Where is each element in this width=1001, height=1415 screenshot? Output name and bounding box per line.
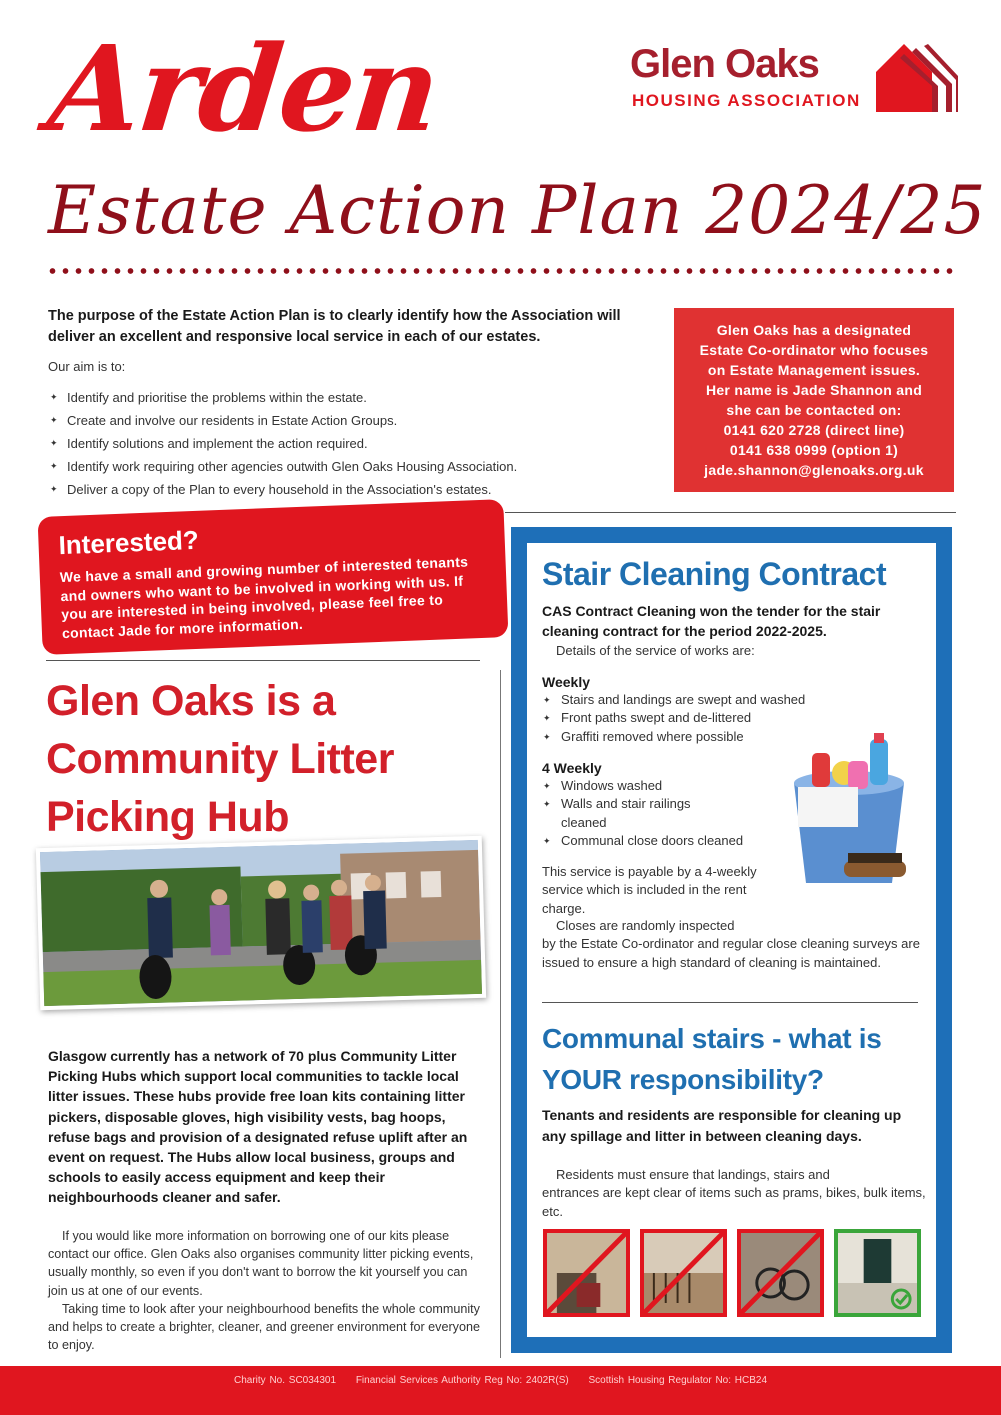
contact-phone-direct: 0141 620 2728 (direct line) — [723, 422, 905, 438]
footer-bar — [0, 1366, 1001, 1415]
litter-picking-photo — [36, 836, 486, 1010]
four-weekly-heading: 4 Weekly — [542, 760, 602, 776]
interested-box — [38, 499, 509, 655]
aim-label: Our aim is to: — [48, 359, 126, 374]
inspection-line: by the Estate Co-ordinator and regular close cleaning surveys are issued to ensure a high standard of cleaning is maintained. — [542, 936, 920, 970]
four-weekly-list — [542, 777, 772, 850]
blocked-stair-photo — [737, 1229, 824, 1317]
list-item: ✦ Identify work requiring other agencies outwith Glen Oaks Housing Association. — [48, 455, 648, 478]
column-divider — [500, 670, 501, 1358]
hub-paragraph: If you would like more information on borrowing one of our kits please contact our office. Glen Oaks also organises community litter picking events, usually monthly, so even if you don't want to borrow the kit yourself you can join us at one of our events. — [48, 1229, 474, 1298]
communal-line: Residents must ensure that landings, stairs and — [556, 1167, 830, 1182]
stair-cleaning-title: Stair Cleaning Contract — [542, 556, 887, 592]
house-icon — [876, 44, 958, 112]
charity-number: Charity No. SC034301 — [233, 1375, 337, 1386]
contact-line: Glen Oaks has a designated — [716, 322, 912, 338]
list-item: ✦ Graffiti removed where possible — [542, 728, 902, 746]
contact-line: on Estate Management issues. — [707, 362, 921, 378]
hub-lead: Glasgow currently has a network of 70 plus Community Litter Picking Hubs which support local communities to tackle local litter issues. These hubs provide free loan kits containing litter pickers, disposable gloves, high visibility vests, bag hoops, refuse bags and provision of a designated refuse uplift after an event on request. The Hubs allow local business, groups and schools to easily access equipment and keep their neighbourhoods cleaner and safer. — [48, 1048, 468, 1206]
fsa-number: Financial Services Authority Reg No: 2402R(S) — [355, 1375, 569, 1386]
list-item: ✦ Stairs and landings are swept and washed — [542, 691, 902, 709]
list-item: ✦ Deliver a copy of the Plan to every household in the Association's estates. — [48, 478, 648, 501]
stair-cleaning-lead: CAS Contract Cleaning won the tender for the stair cleaning contract for the period 2022-2025. — [542, 603, 881, 639]
hub-paragraph: Taking time to look after your neighbourhood benefits the whole community and helps to create a brighter, cleaner, and greener environment for everyone to enjoy. — [48, 1301, 480, 1353]
contact-line: Estate Co-ordinator who focuses — [699, 342, 929, 358]
list-item: ✦ Identify solutions and implement the action required. — [48, 432, 648, 455]
inspection-line: Closes are randomly inspected — [556, 918, 735, 933]
hub-title: Glen Oaks is a Community Litter Picking Hub — [46, 677, 394, 841]
blocked-stair-photo — [640, 1229, 727, 1317]
logo-subtitle: HOUSING ASSOCIATION — [632, 91, 861, 110]
logo-name: Glen Oaks — [630, 42, 819, 86]
list-item: ✦ Communal close doors cleaned — [542, 832, 772, 850]
clear-stair-photo — [834, 1229, 921, 1317]
contact-line: Her name is Jade Shannon and — [705, 382, 923, 398]
stair-examples — [543, 1229, 921, 1317]
list-item: ✦ Windows washed — [542, 777, 772, 795]
payable-text: This service is payable by a 4-weekly service which is included in the rent charge. — [542, 864, 757, 916]
section-divider — [46, 660, 480, 661]
plan-title: Estate Action Plan 2024/25 — [48, 172, 987, 249]
communal-line: entrances are kept clear of items such as prams, bikes, bulk items, etc. — [542, 1185, 926, 1219]
brand-title: Arden — [42, 19, 445, 158]
contact-line: she can be contacted on: — [726, 402, 902, 418]
communal-title: Communal stairs - what is YOUR responsibility? — [542, 1023, 882, 1095]
glen-oaks-logo — [630, 44, 960, 116]
blocked-stair-photo — [543, 1229, 630, 1317]
aim-list — [48, 386, 648, 501]
hub-body — [48, 1227, 488, 1354]
contact-phone-office: 0141 638 0999 (option 1) — [729, 442, 899, 458]
interested-body: We have a small and growing number of interested tenants and owners who want to be involved in working with us. If you are interested in being involved, please feel free to contact Jade for more information. — [59, 553, 469, 641]
contact-box — [674, 308, 954, 492]
section-divider — [542, 1002, 918, 1003]
regulator-number: Scottish Housing Regulator No: HCB24 — [588, 1375, 768, 1386]
list-item: ✦ Front paths swept and de-littered — [542, 709, 902, 727]
four-weekly-section — [542, 759, 772, 850]
cleaning-bucket-icon — [774, 733, 924, 893]
communal-body — [542, 1166, 932, 1221]
communal-lead: Tenants and residents are responsible for cleaning up any spillage and litter in between cleaning days. — [542, 1107, 902, 1144]
weekly-heading: Weekly — [542, 674, 590, 690]
contact-email[interactable]: jade.shannon@glenoaks.org.uk — [704, 462, 924, 478]
inspection-text — [542, 917, 932, 972]
list-item: ✦ Walls and stair railings cleaned — [542, 795, 722, 832]
section-divider — [505, 512, 956, 513]
list-item: ✦ Create and involve our residents in Estate Action Groups. — [48, 409, 648, 432]
footer-text — [0, 1375, 1001, 1386]
interested-title: Interested? — [58, 524, 200, 561]
list-item: ✦ Identify and prioritise the problems within the estate. — [48, 386, 648, 409]
stair-cleaning-sub: Details of the service of works are: — [556, 643, 755, 658]
intro-lead: The purpose of the Estate Action Plan is to clearly identify how the Association will deliver an excellent and responsive local service in each of our estates. — [48, 308, 621, 345]
dotted-divider — [46, 268, 958, 274]
